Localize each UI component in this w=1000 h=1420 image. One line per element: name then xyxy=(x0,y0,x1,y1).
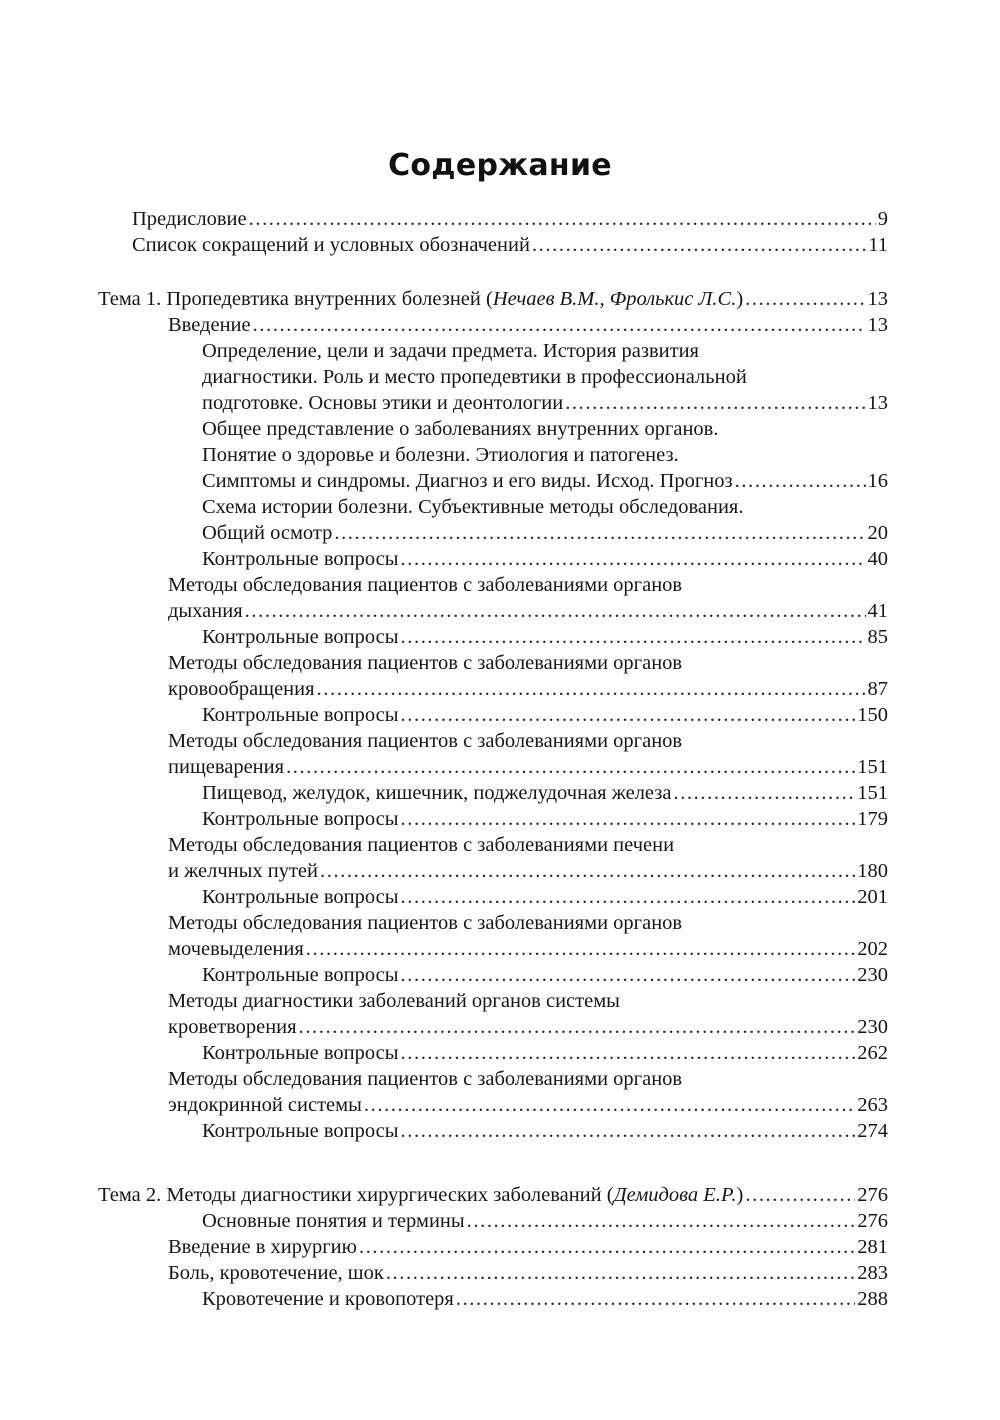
toc-entry-text: Симптомы и синдромы. Диагноз и его виды. Исход. Прогноз xyxy=(202,470,733,492)
toc-entry[interactable] xyxy=(168,598,888,624)
toc-entry-page: 230 xyxy=(857,1016,888,1038)
toc-entry-page: 40 xyxy=(867,548,888,570)
leader-dots xyxy=(565,390,865,416)
toc-entry-text: и желчных путей xyxy=(168,860,318,882)
toc-entry[interactable] xyxy=(168,1260,888,1286)
toc-entry[interactable] xyxy=(202,1040,888,1066)
toc-entry[interactable] xyxy=(132,232,888,258)
leader-dots xyxy=(401,884,856,910)
leader-dots xyxy=(745,286,865,312)
topic-title-close: ) xyxy=(736,288,744,310)
toc-entry-line: Методы обследования пациентов с заболеваниями органов xyxy=(168,730,683,752)
leader-dots xyxy=(359,1234,855,1260)
toc-entry-page: 276 xyxy=(857,1184,888,1206)
leader-dots xyxy=(299,1014,856,1040)
toc-entry[interactable] xyxy=(202,1208,888,1234)
toc-entry-line: Методы обследования пациентов с заболеваниями органов xyxy=(168,574,683,596)
toc-entry[interactable] xyxy=(168,676,888,702)
toc-entry-text: Введение xyxy=(168,314,251,336)
leader-dots xyxy=(386,1260,855,1286)
toc-entry[interactable] xyxy=(168,858,888,884)
toc-entry-text xyxy=(98,286,743,312)
leader-dots xyxy=(286,754,855,780)
topic-title: Тема 1. Пропедевтика внутренних болезней ( xyxy=(98,288,493,310)
toc-entry-line: Определение, цели и задачи предмета. История развития xyxy=(202,340,699,362)
toc-entry-text xyxy=(98,1182,743,1208)
toc-entry-line: Методы обследования пациентов с заболеваниями печени xyxy=(168,834,675,856)
toc-entry[interactable] xyxy=(202,702,888,728)
toc-entry-text: Контрольные вопросы xyxy=(202,808,399,830)
toc-entry-page: 281 xyxy=(857,1236,888,1258)
leader-dots xyxy=(401,702,856,728)
toc-entry-text: подготовке. Основы этики и деонтологии xyxy=(202,392,564,414)
leader-dots xyxy=(745,1182,855,1208)
toc-entry[interactable] xyxy=(202,962,888,988)
toc-entry-text: дыхания xyxy=(168,600,243,622)
toc-entry-line: Общее представление о заболеваниях внутренних органов. xyxy=(202,418,719,440)
leader-dots xyxy=(401,962,856,988)
toc-entry-text: Контрольные вопросы xyxy=(202,886,399,908)
leader-dots xyxy=(364,1092,855,1118)
toc-entry-line: диагностики. Роль и место пропедевтики в профессиональной xyxy=(202,366,747,388)
leader-dots xyxy=(456,1286,855,1312)
toc-entry-page: 179 xyxy=(857,808,888,830)
leader-dots xyxy=(245,598,866,624)
leader-dots xyxy=(249,206,876,232)
toc-entry-page: 283 xyxy=(857,1262,888,1284)
toc-entry-text: Список сокращений и условных обозначений xyxy=(132,234,530,256)
leader-dots xyxy=(401,806,856,832)
leader-dots xyxy=(401,624,866,650)
toc-entry-text: Контрольные вопросы xyxy=(202,704,399,726)
toc-topic-entry[interactable] xyxy=(98,286,888,312)
toc-entry[interactable] xyxy=(168,936,888,962)
toc-entry[interactable] xyxy=(202,624,888,650)
leader-dots xyxy=(306,936,855,962)
toc-entry-line: Методы обследования пациентов с заболеваниями органов xyxy=(168,912,683,934)
topic-authors: Демидова Е.Р. xyxy=(613,1184,737,1206)
topic-authors: Нечаев В.М., Фролькис Л.С. xyxy=(492,288,737,310)
leader-dots xyxy=(467,1208,856,1234)
toc-entry-text: Основные понятия и термины xyxy=(202,1210,465,1232)
toc-entry-page: 230 xyxy=(857,964,888,986)
toc-entry-text: Контрольные вопросы xyxy=(202,1120,399,1142)
toc-entry[interactable] xyxy=(168,312,888,338)
toc-entry-page: 87 xyxy=(867,678,888,700)
toc-entry[interactable] xyxy=(168,1014,888,1040)
toc-entry-text: Контрольные вопросы xyxy=(202,964,399,986)
toc-entry-page: 150 xyxy=(857,704,888,726)
toc-entry-page: 41 xyxy=(867,600,888,622)
toc-entry-text: кровообращения xyxy=(168,678,315,700)
leader-dots xyxy=(735,468,866,494)
leader-dots xyxy=(673,780,855,806)
toc-entry-line: Схема истории болезни. Субъективные методы обследования. xyxy=(202,496,744,518)
toc-entry[interactable] xyxy=(202,1118,888,1144)
toc-entry-page: 276 xyxy=(857,1210,888,1232)
toc-entry-text: Введение в хирургию xyxy=(168,1236,357,1258)
toc-entry[interactable] xyxy=(168,754,888,780)
toc-entry-page: 13 xyxy=(867,392,888,414)
toc-entry-page: 13 xyxy=(867,314,888,336)
toc-entry-text: мочевыделения xyxy=(168,938,304,960)
toc-entry-page: 11 xyxy=(868,234,888,256)
leader-dots xyxy=(401,1118,856,1144)
leader-dots xyxy=(532,232,866,258)
toc-entry-text: Предисловие xyxy=(132,208,247,230)
leader-dots xyxy=(253,312,866,338)
toc-entry-text: Кровотечение и кровопотеря xyxy=(202,1288,454,1310)
page-title: Содержание xyxy=(388,148,612,183)
toc-entry[interactable] xyxy=(202,468,888,494)
toc-entry-page: 16 xyxy=(867,470,888,492)
toc-entry[interactable] xyxy=(202,520,888,546)
toc-entry[interactable] xyxy=(202,546,888,572)
toc-entry-page: 180 xyxy=(857,860,888,882)
leader-dots xyxy=(401,546,866,572)
toc-entry-line: Методы диагностики заболеваний органов системы xyxy=(168,990,620,1012)
toc-entry-page: 151 xyxy=(857,782,888,804)
topic-title-close: ) xyxy=(736,1184,744,1206)
toc-topic-entry[interactable] xyxy=(98,1182,888,1208)
topic-title: Тема 2. Методы диагностики хирургических заболеваний ( xyxy=(98,1184,614,1206)
toc-entry[interactable] xyxy=(202,806,888,832)
toc-entry-page: 274 xyxy=(857,1120,888,1142)
toc-entry-page: 202 xyxy=(857,938,888,960)
toc-entry-page: 151 xyxy=(857,756,888,778)
leader-dots xyxy=(320,858,855,884)
toc-entry-page: 288 xyxy=(857,1288,888,1310)
toc-entry-text: Пищевод, желудок, кишечник, поджелудочная железа xyxy=(202,782,672,804)
toc-entry-text: Контрольные вопросы xyxy=(202,626,399,648)
toc-entry-line: Понятие о здоровье и болезни. Этиология и патогенез. xyxy=(202,444,679,466)
toc-entry-text: Контрольные вопросы xyxy=(202,1042,399,1064)
toc-entry-text: эндокринной системы xyxy=(168,1094,362,1116)
toc-entry[interactable] xyxy=(132,206,888,232)
toc-entry[interactable] xyxy=(202,884,888,910)
toc-entry-line: Методы обследования пациентов с заболеваниями органов xyxy=(168,652,683,674)
toc-entry-page: 263 xyxy=(857,1094,888,1116)
toc-entry[interactable] xyxy=(202,1286,888,1312)
toc-entry-text: Контрольные вопросы xyxy=(202,548,399,570)
toc-entry-line: Методы обследования пациентов с заболеваниями органов xyxy=(168,1068,683,1090)
toc-entry[interactable] xyxy=(168,1234,888,1260)
toc-entry[interactable] xyxy=(202,390,888,416)
toc-entry-text: пищеварения xyxy=(168,756,285,778)
toc-entry-text: Общий осмотр xyxy=(202,522,333,544)
toc-entry-text: кроветворения xyxy=(168,1016,297,1038)
toc-entry-page: 20 xyxy=(867,522,888,544)
toc-entry-page: 201 xyxy=(857,886,888,908)
leader-dots xyxy=(334,520,865,546)
toc-entry-page: 9 xyxy=(877,208,888,230)
toc-entry-page: 85 xyxy=(867,626,888,648)
leader-dots xyxy=(317,676,866,702)
toc-entry[interactable] xyxy=(202,780,888,806)
toc-entry-page: 262 xyxy=(857,1042,888,1064)
toc-entry-text: Боль, кровотечение, шок xyxy=(168,1262,384,1284)
toc-entry[interactable] xyxy=(168,1092,888,1118)
toc-entry-page: 13 xyxy=(867,288,888,310)
leader-dots xyxy=(401,1040,856,1066)
